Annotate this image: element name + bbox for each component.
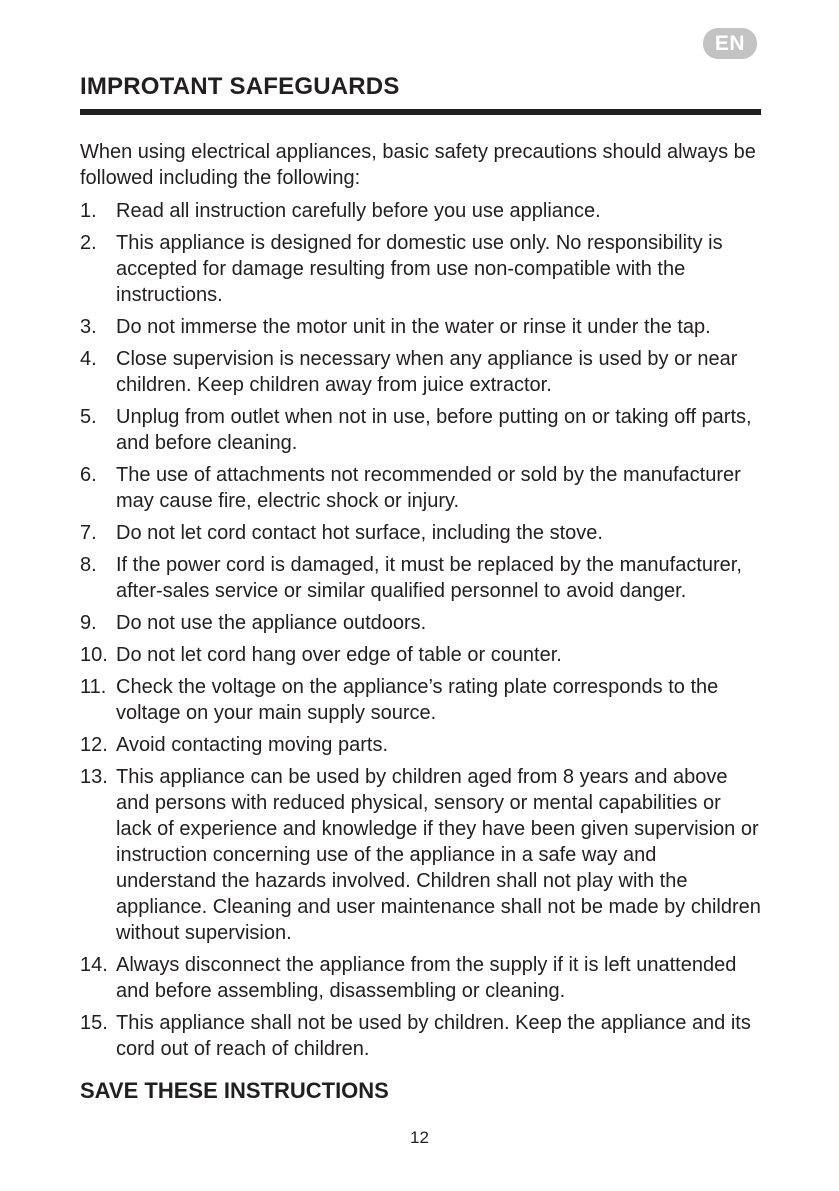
list-item xyxy=(80,520,761,546)
safeguards-list xyxy=(80,198,761,1062)
list-item xyxy=(80,674,761,726)
list-item xyxy=(80,1010,761,1062)
list-item-number: 4. xyxy=(80,348,97,371)
list-item xyxy=(80,314,761,340)
page-title: IMPROTANT SAFEGUARDS xyxy=(80,73,400,100)
list-item-text: Always disconnect the appliance from the supply if it is left unattended and before assembling, disassembling or cleaning. xyxy=(116,954,737,1003)
list-item-number: 12. xyxy=(80,734,108,757)
language-badge: EN xyxy=(703,28,757,59)
list-item-number: 5. xyxy=(80,406,97,429)
save-instructions-line: SAVE THESE INSTRUCTIONS xyxy=(80,1078,389,1104)
list-item-number: 6. xyxy=(80,464,97,487)
list-item-text: Do not let cord contact hot surface, including the stove. xyxy=(116,522,603,545)
list-item xyxy=(80,462,761,514)
list-item xyxy=(80,404,761,456)
page-content xyxy=(80,74,761,1104)
list-item-number: 9. xyxy=(80,612,97,635)
list-item-text: This appliance shall not be used by children. Keep the appliance and its cord out of reach of children. xyxy=(116,1012,751,1061)
list-item-text: Unplug from outlet when not in use, before putting on or taking off parts, and before cleaning. xyxy=(116,406,752,455)
list-item-text: This appliance is designed for domestic use only. No responsibility is accepted for damage resulting from use non-compatible with the instructions. xyxy=(116,232,723,307)
list-item xyxy=(80,642,761,668)
list-item-number: 7. xyxy=(80,522,97,545)
list-item-text: This appliance can be used by children aged from 8 years and above and persons with reduced physical, sensory or mental capabilities or lack of experience and knowledge if they have been given supervision or instruction concerning use of the appliance in a safe way and understand the hazards involved. Children shall not play with the appliance. Cleaning and user maintenance shall not be made by children without supervision. xyxy=(116,766,761,945)
list-item-text: Close supervision is necessary when any appliance is used by or near children. Keep children away from juice extractor. xyxy=(116,348,738,397)
title-rule xyxy=(80,109,761,115)
intro-paragraph: When using electrical appliances, basic safety precautions should always be followed including the following: xyxy=(80,141,756,190)
list-item-number: 11. xyxy=(80,676,107,699)
list-item xyxy=(80,610,761,636)
list-item-text: Check the voltage on the appliance’s rating plate corresponds to the voltage on your main supply source. xyxy=(116,676,719,725)
list-item-number: 14. xyxy=(80,954,108,977)
page-number: 12 xyxy=(410,1128,429,1147)
list-item-text: Do not let cord hang over edge of table or counter. xyxy=(116,644,562,667)
list-item-number: 1. xyxy=(80,200,97,223)
list-item xyxy=(80,552,761,604)
list-item-number: 8. xyxy=(80,554,97,577)
list-item-number: 13. xyxy=(80,766,108,789)
list-item xyxy=(80,732,761,758)
list-item-text: Avoid contacting moving parts. xyxy=(116,734,389,757)
list-item xyxy=(80,764,761,946)
list-item xyxy=(80,198,761,224)
list-item-text: Do not use the appliance outdoors. xyxy=(116,612,427,635)
list-item-number: 10. xyxy=(80,644,108,667)
list-item-text: Read all instruction carefully before you use appliance. xyxy=(116,200,601,223)
list-item xyxy=(80,346,761,398)
list-item-text: Do not immerse the motor unit in the water or rinse it under the tap. xyxy=(116,316,711,339)
list-item-number: 15. xyxy=(80,1012,108,1035)
list-item-text: The use of attachments not recommended or sold by the manufacturer may cause fire, electric shock or injury. xyxy=(116,464,741,513)
list-item-text: If the power cord is damaged, it must be replaced by the manufacturer, after-sales service or similar qualified personnel to avoid danger. xyxy=(116,554,742,603)
list-item-number: 2. xyxy=(80,232,97,255)
list-item xyxy=(80,230,761,308)
list-item-number: 3. xyxy=(80,316,97,339)
list-item xyxy=(80,952,761,1004)
